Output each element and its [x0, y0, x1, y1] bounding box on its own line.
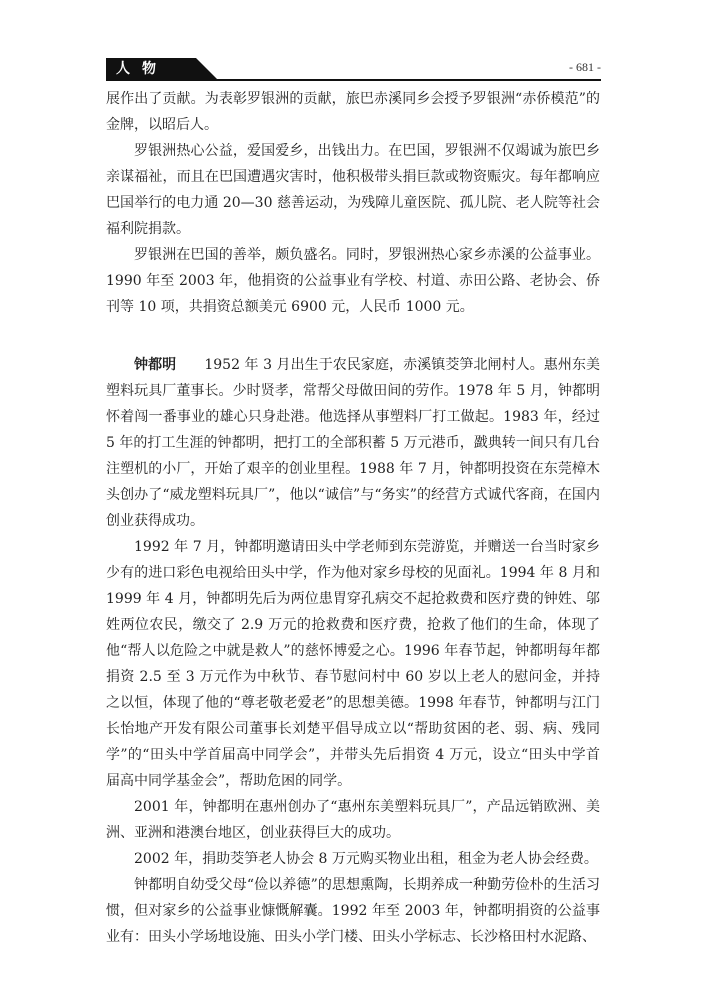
biography-intro-paragraph	[106, 352, 600, 534]
paragraph: 罗银洲在巴国的善举，颇负盛名。同时，罗银洲热心家乡赤溪的公益事业。1990 年至 2003 年，他捐资的公益事业有学校、村道、赤田公路、老协会、侨刊等 10 项，共捐资总额美元 6900 元，人民币 1000 元。	[106, 247, 600, 315]
paragraph: 展作出了贡献。为表彰罗银洲的贡献，旅巴赤溪同乡会授予罗银洲“赤侨模范”的金牌，以昭后人。	[106, 91, 600, 133]
paragraph: 罗银洲热心公益，爱国爱乡，出钱出力。在巴国，罗银洲不仅竭诚为旅巴乡亲谋福祉，而且在巴国遭遇灾害时，他积极带头捐巨款或物资赈灾。每年都响应巴国举行的电力通 20—30 慈善运动，为残障儿童医院、孤儿院、老人院等社会福利院捐款。	[106, 143, 600, 237]
person-name: 钟都明	[134, 357, 177, 373]
section-label: 人物	[116, 61, 168, 77]
paragraph: 钟都明自幼受父母“俭以养德”的思想熏陶，长期养成一种勤劳俭朴的生活习惯，但对家乡的公益事业慷慨解囊。1992 年至 2003 年，钟都明捐资的公益事业有：田头小学场地设施、田头小学门楼、田头小学标志、长沙格田村水泥路、	[106, 877, 600, 945]
paragraph: 2001 年，钟都明在惠州创办了“惠州东美塑料玩具厂”，产品远销欧洲、美洲、亚洲和港澳台地区，创业获得巨大的成功。	[106, 799, 600, 841]
header-rule	[106, 79, 601, 81]
biography-intro-text: 1952 年 3 月出生于农民家庭，赤溪镇茭笋北闸村人。惠州东美塑料玩具厂董事长。少时贤孝，常帮父母做田间的劳作。1978 年 5 月，钟都明怀着闯一番事业的雄心只身赴港。他选择从事塑料厂打工做起。1983 年，经过 5 年的打工生涯的钟都明，把打工的全部积蓄 5 万元港币，戤典转一间只有几台注塑机的小厂，开始了艰辛的创业里程。1988 年 7 月，钟都明投资在东莞樟木头创办了“威龙塑料玩具厂”，他以“诚信”与“务实”的经营方式诚代客商，在国内创业获得成功。	[106, 357, 601, 529]
paragraph: 2002 年，捐助茭笋老人协会 8 万元购买物业出租，租金为老人协会经费。	[134, 851, 598, 867]
page-body	[106, 86, 600, 950]
page-number: - 681 -	[569, 60, 601, 74]
paragraph: 1992 年 7 月，钟都明邀请田头中学老师到东莞游览，并赠送一台当时家乡少有的进口彩色电视给田头中学，作为他对家乡母校的见面礼。1994 年 8 月和 1999 年 4 月，钟都明先后为两位患胃穿孔病交不起抢救费和医疗费的钟姓、邬姓两位农民，缴交了 2.9 万元的抢救费和医疗费，抢救了他们的生命，体现了他“帮人以危险之中就是救人”的慈怀博爱之心。1996 年春节起，钟都明每年都捐资 2.5 至 3 万元作为中秋节、春节慰问村中 60 岁以上老人的慰问金，并持之以恒，体现了他的“尊老敬老爱老”的思想美德。1998 年春节，钟都明与江门长怡地产开发有限公司董事长刘楚平倡导成立以“帮助贫困的老、弱、病、残同学”的“田头中学首届高中同学会”，并带头先后捐资 4 万元，设立“田头中学首届高中同学基金会”，帮助危困的同学。	[106, 539, 600, 789]
section-gap	[106, 320, 600, 352]
